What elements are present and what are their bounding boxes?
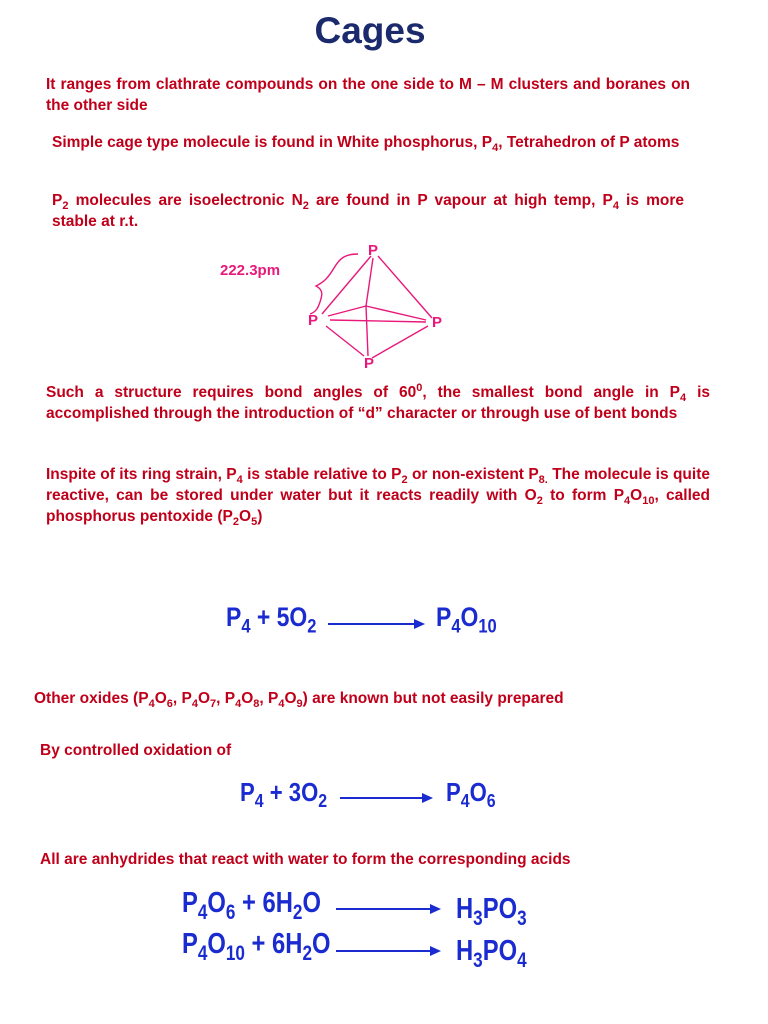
reaction-arrow <box>336 944 442 958</box>
atom-label-top: P <box>368 242 379 259</box>
bond-line <box>322 256 371 314</box>
reaction-arrow <box>340 791 434 805</box>
bond-line <box>378 256 432 318</box>
atom-label-left: P <box>308 312 319 329</box>
reaction-arrow <box>336 902 442 916</box>
bond-line <box>366 306 426 320</box>
controlled-oxidation-label: By controlled oxidation of <box>40 742 232 759</box>
bond-length-label: 222.3pm <box>220 262 281 279</box>
atom-label-bottom: P <box>364 355 375 372</box>
equation-1-reactants: $P_4 + 5O_2$ <box>226 602 317 638</box>
equation-2-reactants: $P_4 + 3O_2$ <box>240 777 328 812</box>
equation-4-reactants: $P_4O_{10} + 6H_2O$ <box>182 928 331 965</box>
bond-length-brace <box>310 254 358 314</box>
ring-strain-paragraph: Inspite of its ring strain, $P_4$ is stable relative to $P_2$ or non-existent $P_{8.}$ The molecule is quite reactive, can be stored under water but it reacts readily with $O_2$ to form $P_4O_{10}$, called phosphorus pentoxide $(P_2O_5)$ <box>46 466 710 529</box>
equation-2-products: $P_4O_6$ <box>446 777 496 812</box>
bond-line <box>326 326 364 356</box>
intro-paragraph: It ranges from clathrate compounds on the one side to M – M clusters and boranes on the other side <box>46 76 690 114</box>
equation-1-products: $P_4O_{10}$ <box>436 602 497 638</box>
bond-line <box>372 326 428 358</box>
p4-tetrahedron-diagram <box>200 238 470 378</box>
page-title: Cages <box>314 10 426 51</box>
bond-line <box>366 306 368 356</box>
equation-4-products: $H_3PO_4$ <box>456 935 527 972</box>
bond-line <box>328 306 366 316</box>
other-oxides-paragraph: Other oxides ($P_4O_6$, $P_4O_7$, $P_4O_8$, $P_4O_9$) are known but not easily prepared <box>34 690 564 711</box>
bond-angle-paragraph: Such a structure requires bond angles of $60^0$, the smallest bond angle in $P_4$ is accomplished through the introduction of “d” character or through use of bent bonds <box>46 381 710 422</box>
p2-vapour-paragraph: $P_2$ molecules are isoelectronic $N_2$ are found in P vapour at high temp, $P_4$ is more stable at r.t. <box>52 192 684 230</box>
reaction-arrow <box>328 617 426 631</box>
equation-3-products: $H_3PO_3$ <box>456 893 527 930</box>
atom-label-right: P <box>432 314 443 331</box>
bond-line <box>330 320 426 322</box>
anhydrides-paragraph: All are anhydrides that react with water to form the corresponding acids <box>40 851 571 868</box>
bond-line <box>366 258 373 306</box>
equation-3-reactants: $P_4O_6 + 6H_2O$ <box>182 887 321 924</box>
white-phosphorus-paragraph: Simple cage type molecule is found in White phosphorus, $P_4$, Tetrahedron of P atoms <box>52 134 680 155</box>
